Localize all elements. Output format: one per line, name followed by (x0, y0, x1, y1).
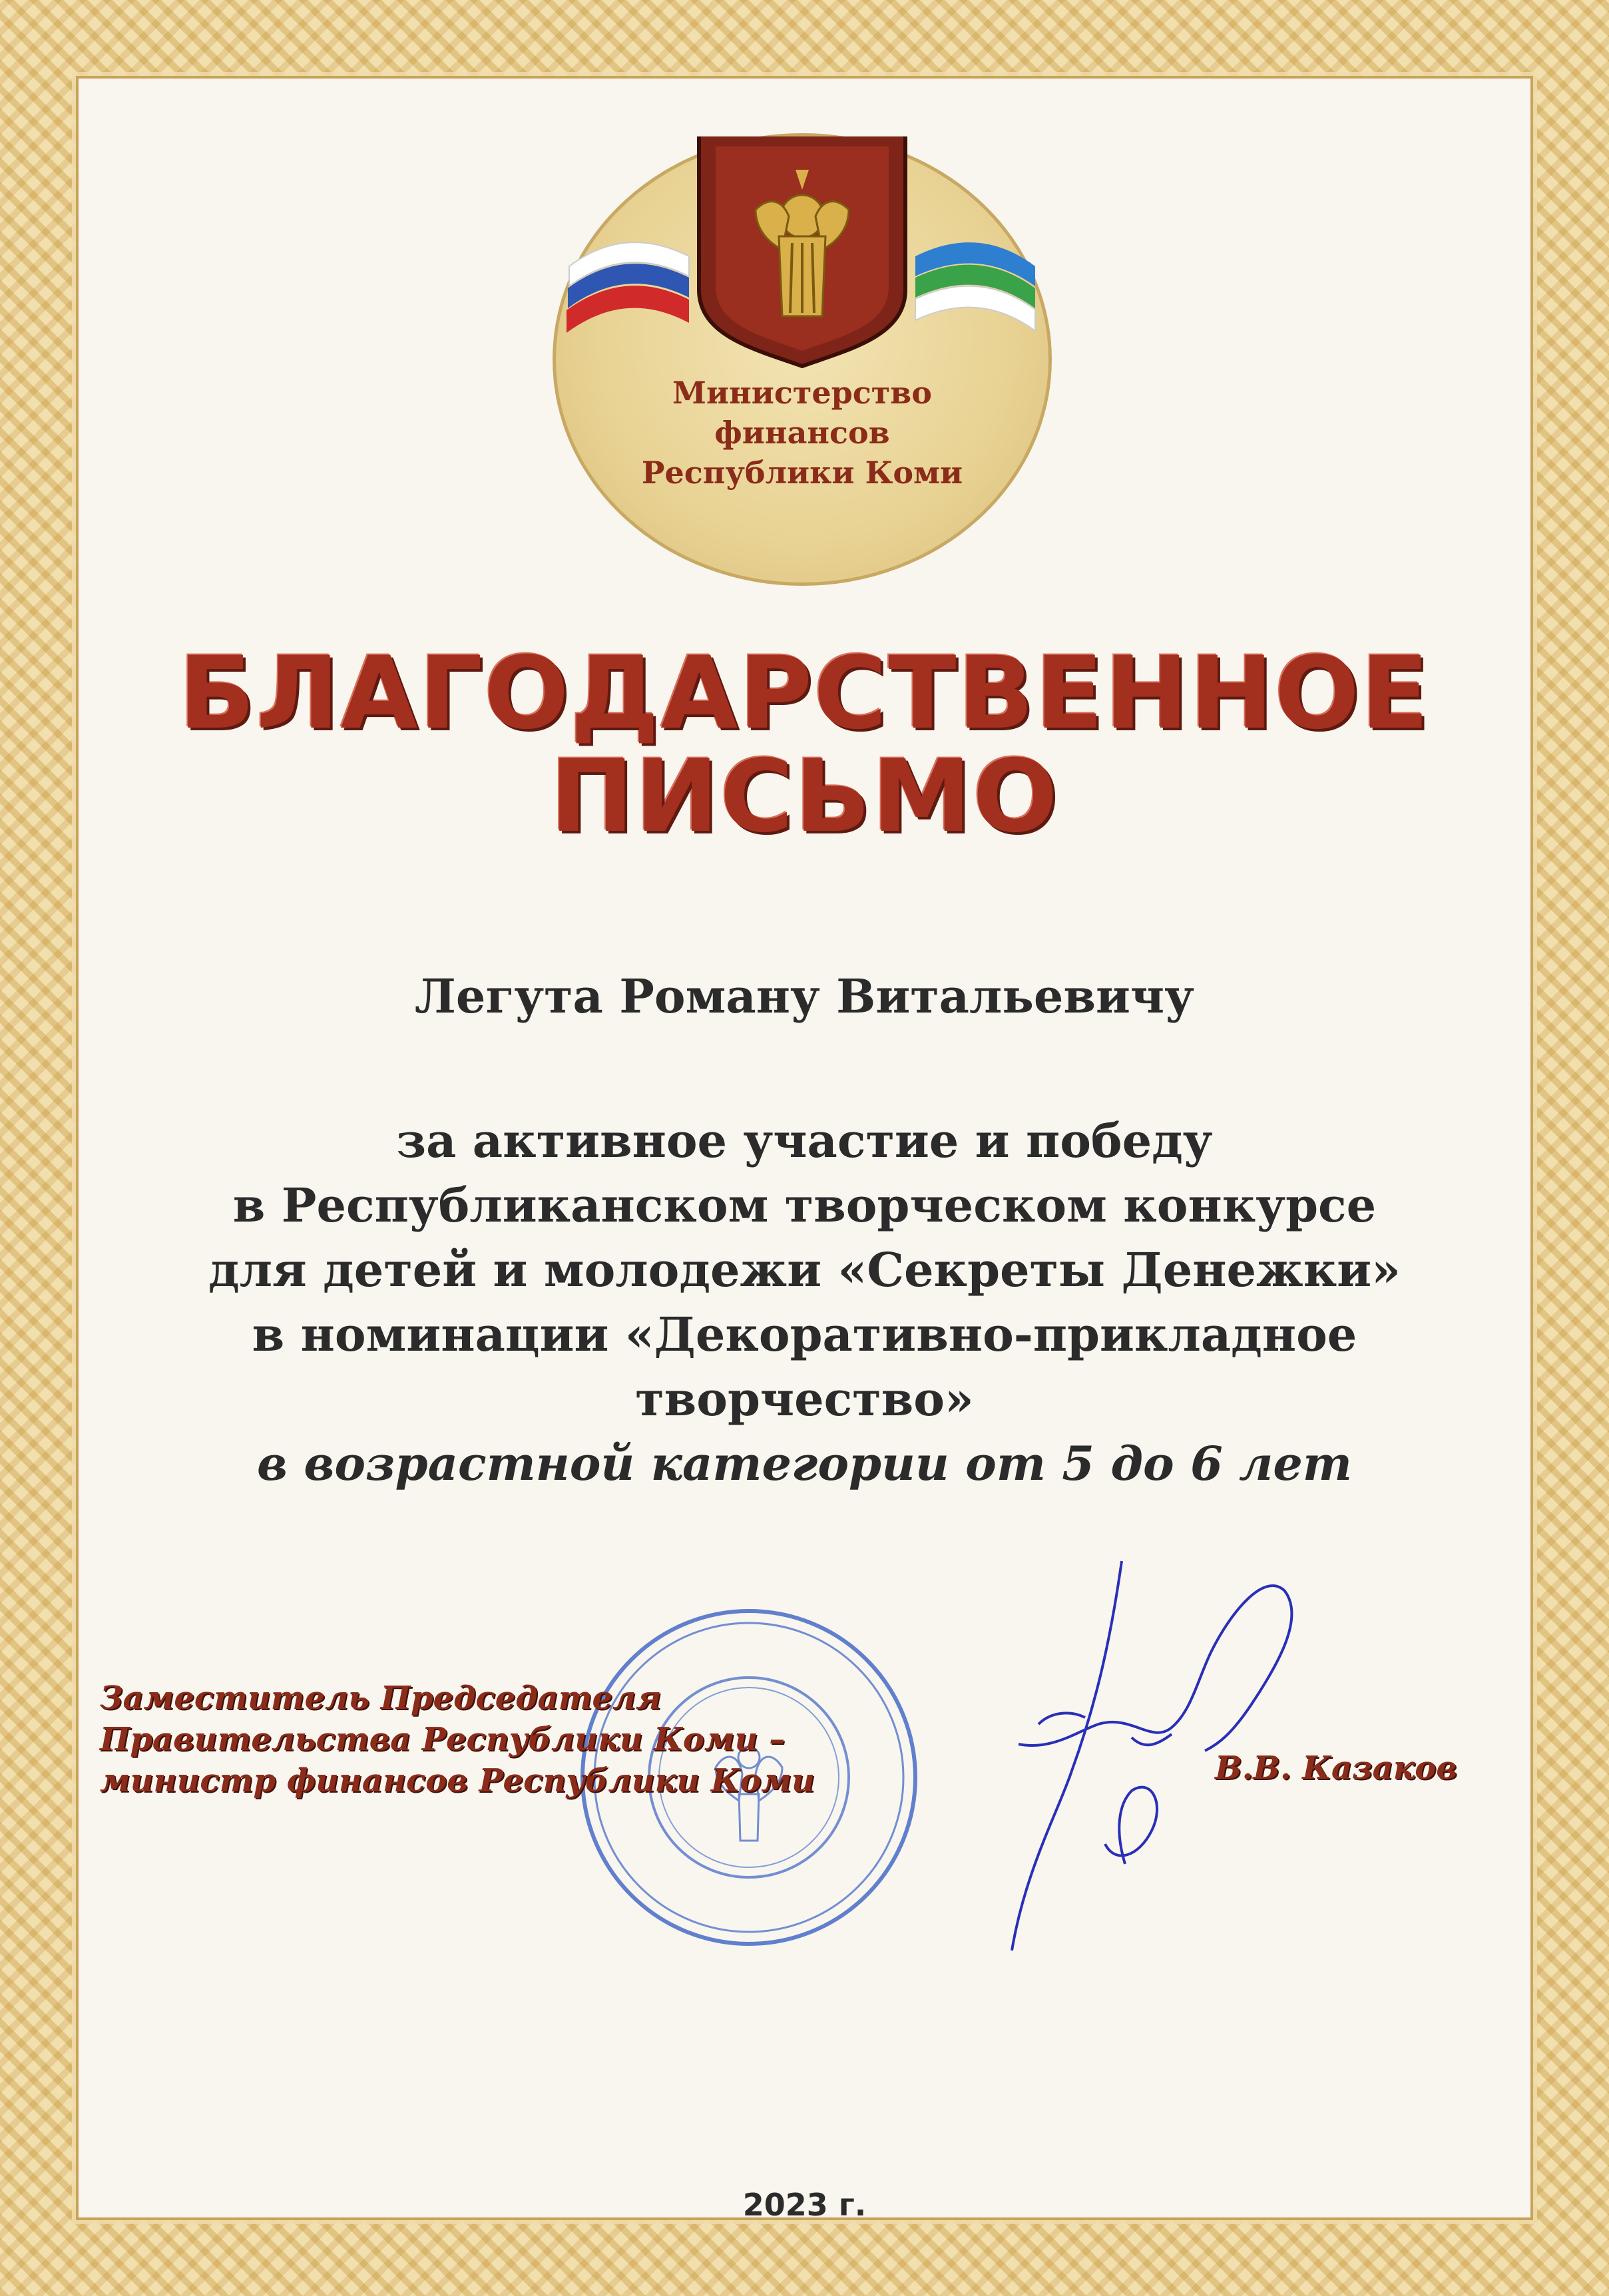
award-text (80, 1108, 1529, 1496)
ministry-name: Министерство финансов Республики Коми (641, 375, 963, 491)
komi-flag-ribbon-icon (915, 242, 1035, 331)
emblem-graphic (556, 136, 1048, 582)
title-line-1: БЛАГОДАРСТВЕННОЕ (178, 636, 1431, 752)
russian-flag-ribbon-icon (567, 242, 689, 333)
award-text-line: в номинации «Декоративно-прикладное (252, 1307, 1357, 1362)
recipient-name: Легута Роману Витальевичу (415, 969, 1194, 1024)
age-category-line: в возрастной категории от 5 до 6 лет (257, 1436, 1352, 1491)
award-text-line: за активное участие и победу (396, 1113, 1213, 1168)
ministry-emblem (553, 133, 1052, 586)
issue-year: 2023 г. (742, 2187, 867, 2223)
signatory-position-line: министр финансов Республики Коми (100, 1762, 815, 1799)
award-text-line: в Республиканском творческом конкурсе (232, 1178, 1377, 1233)
title-line-2: ПИСЬМО (550, 739, 1059, 855)
signatory-position (100, 1678, 965, 1801)
signatory-name: В.В. Казаков (1215, 1749, 1457, 1787)
award-text-line: для детей и молодежи «Секреты Денежки» (208, 1242, 1401, 1297)
award-text-line: творчество» (635, 1371, 974, 1427)
signatory-position-line: Заместитель Председателя (100, 1680, 662, 1717)
komi-coat-of-arms-icon (699, 136, 905, 366)
signatory-position-line: Правительства Республики Коми – (100, 1721, 786, 1758)
